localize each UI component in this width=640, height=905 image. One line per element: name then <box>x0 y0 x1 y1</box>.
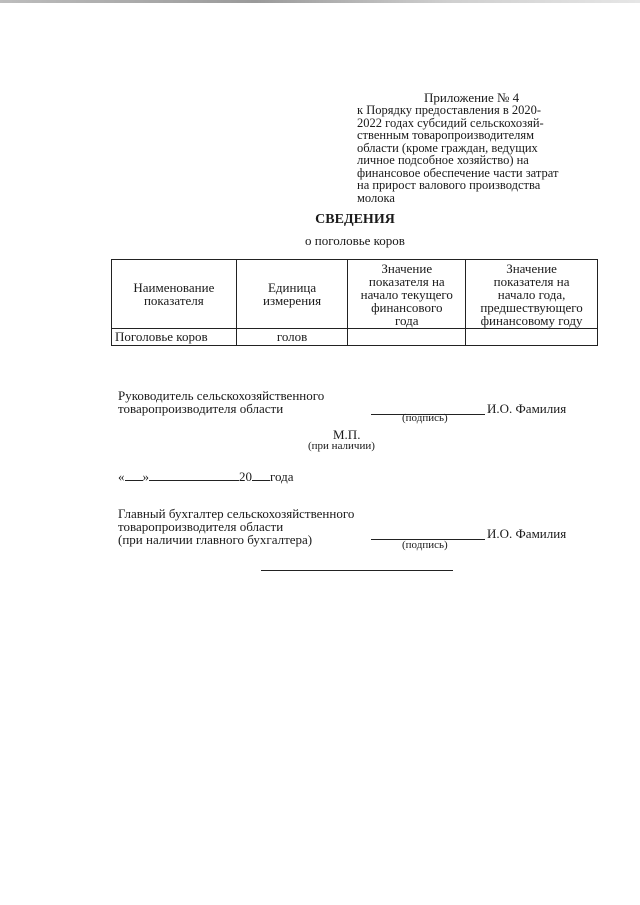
appendix-line: финансовое обеспечение части затрат <box>357 165 559 180</box>
date-open-quote: « <box>118 469 125 484</box>
cell-current-value <box>348 329 466 346</box>
appendix-line: на прирост валового производства <box>357 178 541 192</box>
appendix-title: Приложение № 4 <box>424 90 520 105</box>
appendix-line: к Порядку предоставления в 2020- <box>357 103 542 117</box>
data-table <box>111 259 598 346</box>
head-name: И.О. Фамилия <box>487 401 567 416</box>
date-line <box>118 469 294 485</box>
appendix-text <box>357 104 597 204</box>
appendix-line: 2022 годах субсидий сельскохозяй- <box>357 115 544 130</box>
cell-unit: голов <box>236 329 348 346</box>
header-indicator-name: Наименование показателя <box>112 260 237 329</box>
month-blank <box>149 480 239 481</box>
accountant-name: И.О. Фамилия <box>487 526 567 541</box>
cell-indicator: Поголовье коров <box>112 329 237 346</box>
table-header-row <box>112 260 598 329</box>
scan-edge <box>0 0 640 3</box>
head-signature-caption: (подпись) <box>402 412 448 424</box>
header-unit: Единица измерения <box>236 260 348 329</box>
year-blank <box>252 480 270 481</box>
header-previous-year-value: Значение показателя на начало года, предшествующего финансовому году <box>466 260 598 329</box>
cell-previous-value <box>466 329 598 346</box>
table-row <box>112 329 598 346</box>
head-label: Руководитель сельскохозяйственного товаропроизводителя области <box>118 388 325 416</box>
date-suffix: года <box>270 469 294 484</box>
document-title: СВЕДЕНИЯ <box>315 212 395 227</box>
accountant-label: Главный бухгалтер сельскохозяйственного товаропроизводителя области (при наличии главного бухгалтера) <box>118 506 355 547</box>
date-century: 20 <box>239 469 252 484</box>
footer-separator <box>261 570 453 571</box>
date-close-quote: » <box>142 469 149 484</box>
appendix-line: молока <box>357 190 395 205</box>
stamp-label: М.П. <box>333 427 361 442</box>
accountant-signature-caption: (подпись) <box>402 539 448 551</box>
header-current-year-value: Значение показателя на начало текущего финансового года <box>348 260 466 329</box>
appendix-line: личное подсобное хозяйство) на <box>357 153 529 167</box>
document-subtitle: о поголовье коров <box>305 233 405 248</box>
appendix-line: области (кроме граждан, ведущих <box>357 140 538 155</box>
day-blank <box>125 480 143 481</box>
appendix-line: ственным товаропроизводителям <box>357 128 535 142</box>
stamp-note: (при наличии) <box>308 440 375 452</box>
